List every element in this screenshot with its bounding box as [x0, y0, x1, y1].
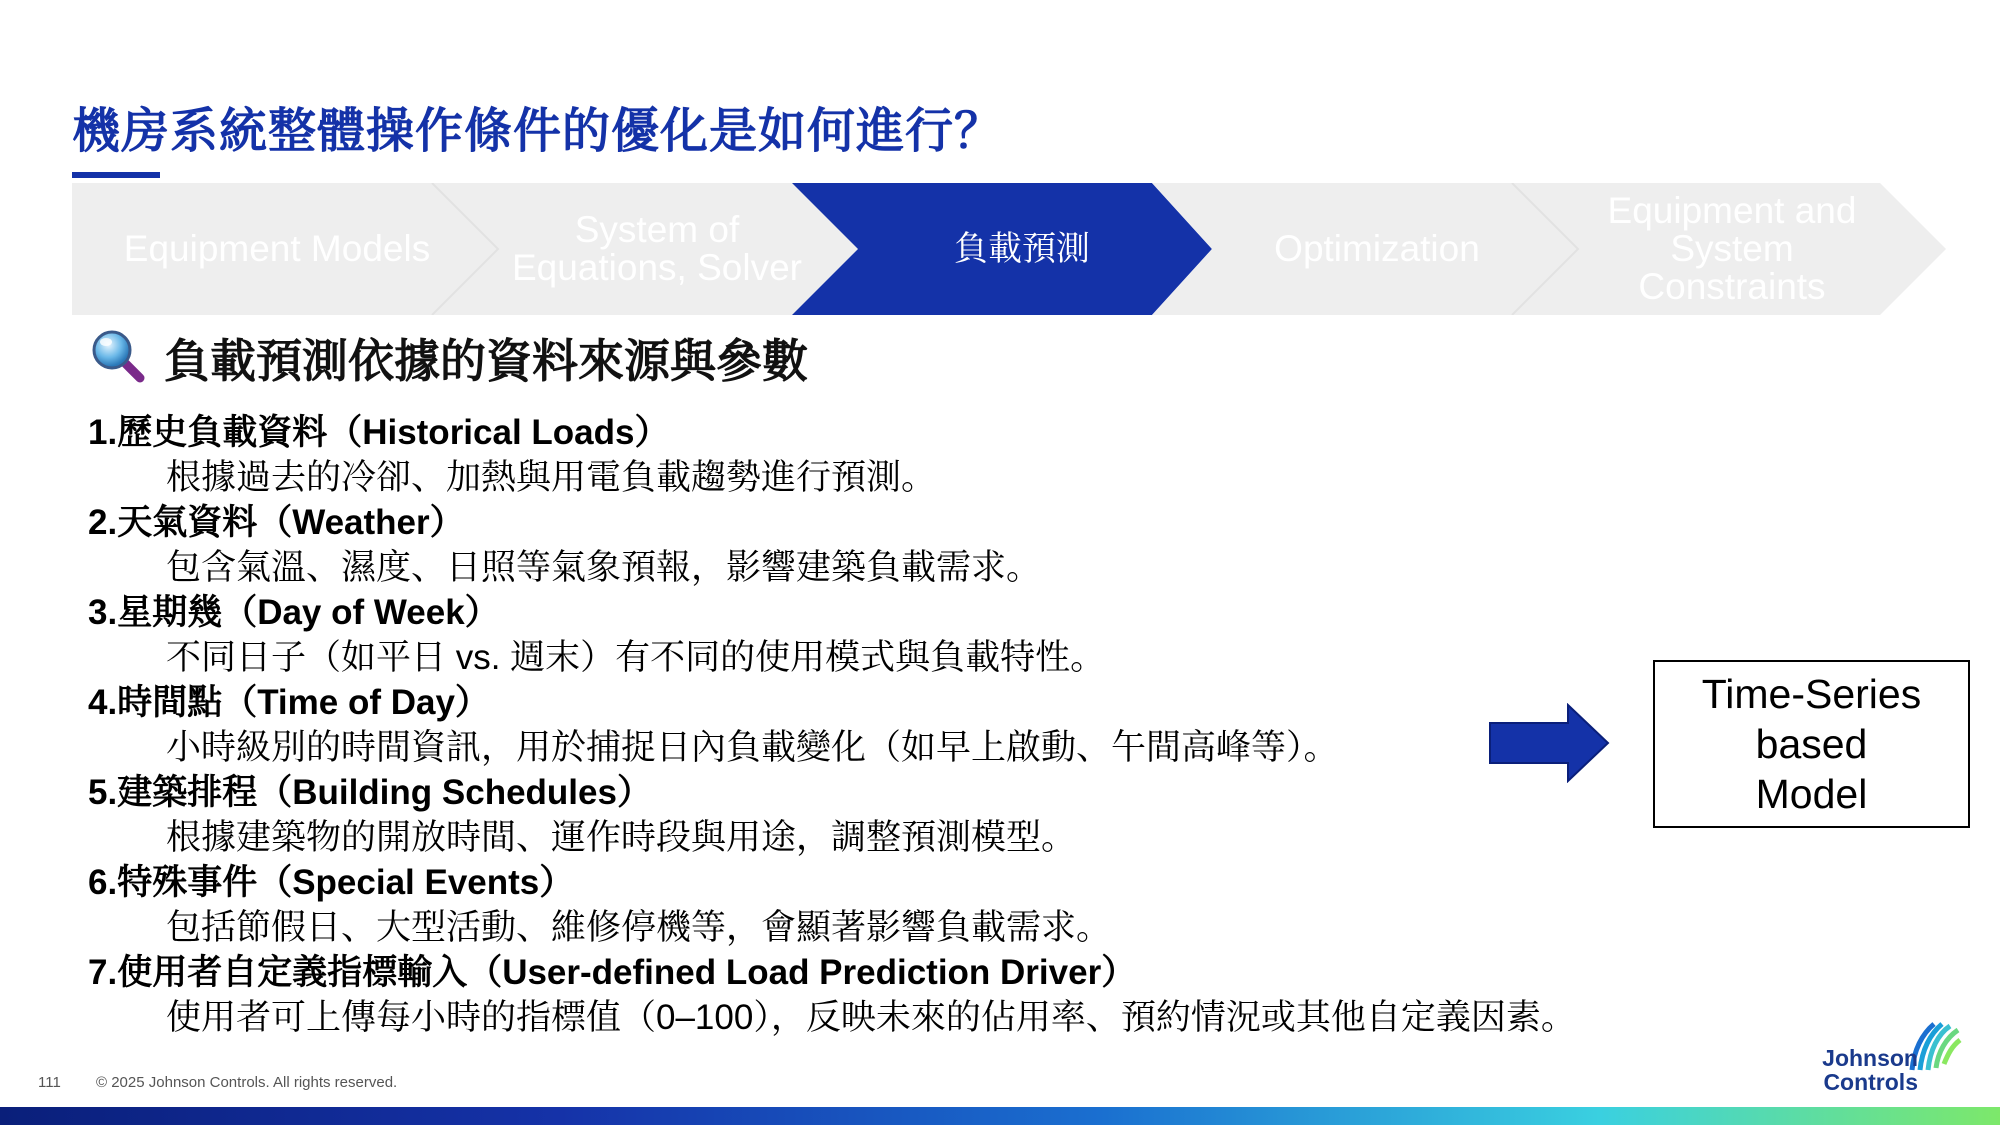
process-step-system-solver: System of Equations, Solver — [511, 209, 802, 288]
process-step-constraints: Equipment and System Constraints — [1607, 190, 1857, 307]
process-step-equipment-models: Equipment Models — [123, 228, 431, 269]
subtitle-label: 負載預測依據的資料來源與參數 — [164, 334, 808, 388]
list-item-description: 不同日子（如平日 vs. 週末）有不同的使用模式與負載特性。 — [166, 638, 1106, 677]
list-item — [88, 590, 1648, 680]
title-underline — [72, 172, 160, 178]
list-item — [88, 410, 1648, 500]
list-item-heading: 2.天氣資料（Weather） — [88, 503, 465, 542]
list-item — [88, 770, 1648, 860]
section-subtitle — [90, 325, 808, 391]
bottom-gradient-bar — [0, 1107, 2000, 1125]
list-item-description: 小時級別的時間資訊，用於捕捉日內負載變化（如早上啟動、午間高峰等）。 — [166, 728, 1339, 767]
list-item-heading: 3.星期幾（Day of Week） — [88, 593, 500, 632]
right-arrow-icon — [1488, 703, 1610, 788]
list-item-description: 包含氣溫、濕度、日照等氣象預報，影響建築負載需求。 — [166, 548, 1042, 587]
page-title: 機房系統整體操作條件的優化是如何進行？ — [72, 103, 1004, 159]
list-item-description: 包括節假日、大型活動、維修停機等，會顯著影響負載需求。 — [166, 908, 1112, 947]
model-box-line-2: based — [1755, 721, 1868, 767]
process-step-load-forecast: 負載預測 — [954, 229, 1090, 269]
list-item-description: 使用者可上傳每小時的指標值（0–100），反映未來的佔用率、預約情況或其他自定義因素。 — [166, 998, 1576, 1037]
list-item-description: 根據建築物的開放時間、運作時段與用途，調整預測模型。 — [166, 818, 1077, 857]
process-step-optimization: Optimization — [1274, 228, 1480, 269]
data-source-list — [88, 410, 1648, 1040]
logo-line-1: Johnson — [1822, 1045, 1918, 1071]
page-number: 111 — [38, 1074, 61, 1091]
johnson-controls-logo — [1802, 1020, 1962, 1115]
process-flow — [72, 183, 1952, 315]
logo-line-2: Controls — [1823, 1069, 1918, 1095]
list-item-heading: 7.使用者自定義指標輸入（User-defined Load Prediction Driver） — [88, 953, 1137, 992]
list-item — [88, 860, 1648, 950]
list-item-heading: 1.歷史負載資料（Historical Loads） — [88, 413, 670, 452]
model-box-line-3: Model — [1755, 771, 1868, 817]
list-item-heading: 6.特殊事件（Special Events） — [88, 863, 575, 902]
list-item — [88, 680, 1648, 770]
model-box — [1653, 660, 1970, 828]
magnifier-icon — [90, 328, 146, 389]
list-item-description: 根據過去的冷卻、加熱與用電負載趨勢進行預測。 — [166, 458, 937, 497]
list-item — [88, 500, 1648, 590]
list-item-heading: 5.建築排程（Building Schedules） — [88, 773, 652, 812]
copyright-text: © 2025 Johnson Controls. All rights reserved. — [96, 1074, 398, 1091]
list-item-heading: 4.時間點（Time of Day） — [88, 683, 490, 722]
list-item — [88, 950, 1648, 1040]
model-box-line-1: Time-Series — [1701, 671, 1922, 717]
